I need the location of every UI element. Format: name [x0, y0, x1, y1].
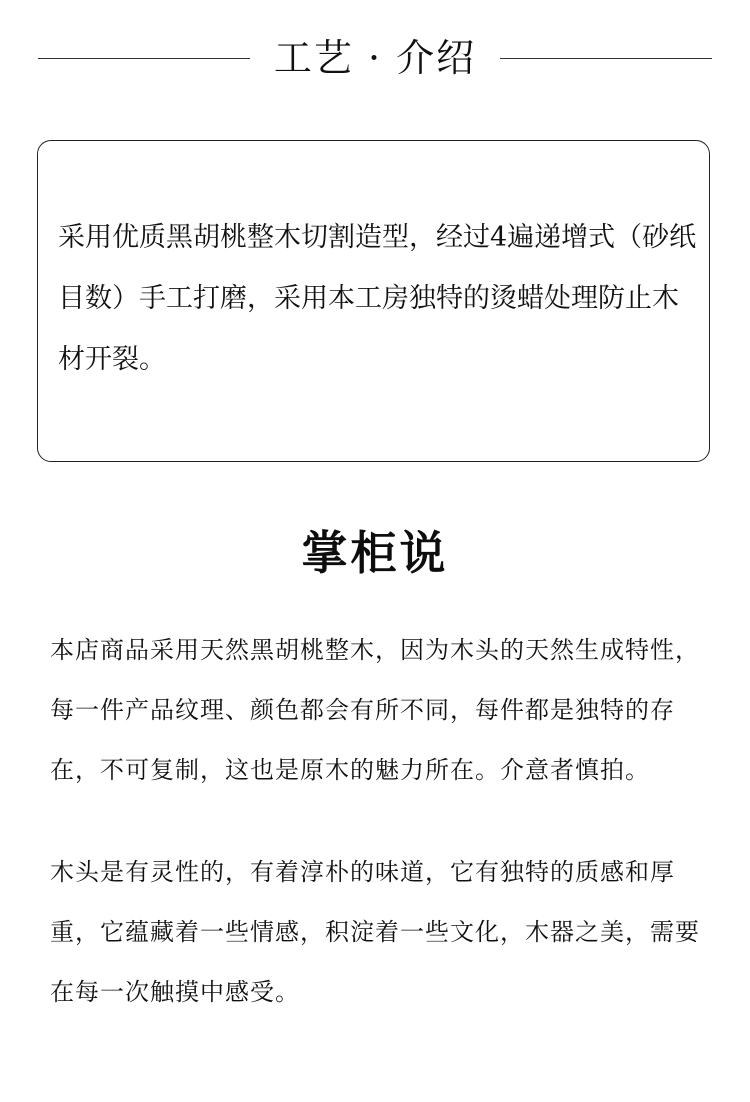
owner-paragraph-2: 木头是有灵性的，有着淳朴的味道，它有独特的质感和厚重，它蕴藏着一些情感，积淀着一些文化，木器之美，需要在每一次触摸中感受。 [50, 858, 700, 1006]
header-divider-left [38, 58, 250, 59]
craft-description-box [37, 140, 710, 462]
section-title: 工艺 · 介绍 [273, 36, 477, 80]
section-header [0, 28, 750, 88]
header-divider-right [500, 58, 712, 59]
owner-says-title: 掌柜说 [301, 526, 449, 580]
owner-paragraph-1: 本店商品采用天然黑胡桃整木，因为木头的天然生成特性，每一件产品纹理、颜色都会有所不同，每件都是独特的存在，不可复制，这也是原木的魅力所在。介意者慎拍。 [50, 636, 700, 784]
craft-description-text: 采用优质黑胡桃整木切割造型，经过4遍递增式（砂纸目数）手工打磨，采用本工房独特的烫蜡处理防止木材开裂。 [58, 222, 697, 375]
